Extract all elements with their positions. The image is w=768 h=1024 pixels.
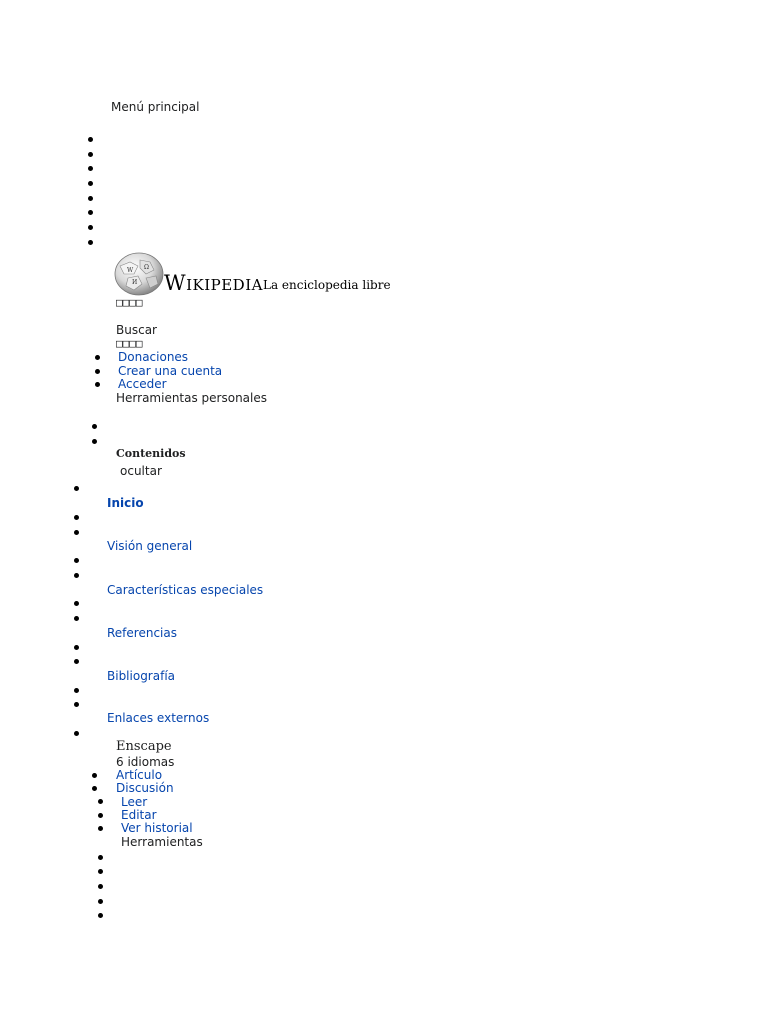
missing-glyphs: □□□□ xyxy=(116,296,143,309)
toc-item-vision-general[interactable]: Visión general xyxy=(107,539,193,553)
main-menu-bullet xyxy=(88,210,93,215)
list-bullet xyxy=(74,486,79,491)
list-bullet xyxy=(74,616,79,621)
list-bullet xyxy=(98,899,103,904)
wikipedia-tagline: La enciclopedia libre xyxy=(262,278,391,292)
tab-editar[interactable]: Editar xyxy=(121,808,157,822)
login-link[interactable]: Acceder xyxy=(118,377,167,391)
list-bullet xyxy=(74,731,79,736)
list-bullet xyxy=(92,439,97,444)
tools-button[interactable] xyxy=(121,835,203,849)
list-bullet xyxy=(74,515,79,520)
tools-label: Herramientas xyxy=(121,835,203,849)
main-menu-bullet xyxy=(88,240,93,245)
main-menu-bullet xyxy=(88,196,93,201)
list-bullet xyxy=(74,645,79,650)
search-missing-glyphs: □□□□ xyxy=(116,337,143,350)
list-bullet xyxy=(95,369,100,374)
svg-text:W: W xyxy=(127,267,134,274)
tab-ver-historial[interactable]: Ver historial xyxy=(121,821,193,835)
list-bullet xyxy=(98,826,103,831)
donate-link[interactable]: Donaciones xyxy=(118,350,189,364)
list-bullet xyxy=(74,688,79,693)
wikipedia-globe-icon xyxy=(114,252,164,296)
main-menu-bullet xyxy=(88,181,93,186)
create-account-link[interactable]: Crear una cuenta xyxy=(118,364,223,378)
personal-tools-button[interactable] xyxy=(116,391,267,405)
list-bullet xyxy=(74,530,79,535)
list-bullet xyxy=(98,855,103,860)
main-menu-bullet xyxy=(88,225,93,230)
svg-text:Ω: Ω xyxy=(144,264,149,271)
list-bullet xyxy=(74,573,79,578)
main-menu-bullet xyxy=(88,137,93,142)
toc-item-caracteristicas[interactable]: Características especiales xyxy=(107,583,264,597)
list-bullet xyxy=(98,884,103,889)
list-bullet xyxy=(74,601,79,606)
wikipedia-wordmark: Wikipedia xyxy=(164,271,263,295)
personal-tools-label: Herramientas personales xyxy=(116,391,268,405)
tab-discusion[interactable]: Discusión xyxy=(116,781,174,795)
list-bullet xyxy=(98,799,103,804)
list-bullet xyxy=(74,659,79,664)
list-bullet xyxy=(98,813,103,818)
main-menu-button[interactable] xyxy=(111,100,200,114)
search-link[interactable] xyxy=(116,323,157,337)
main-menu-label: Menú principal xyxy=(111,100,200,114)
list-bullet xyxy=(95,355,100,360)
toc-item-inicio[interactable]: Inicio xyxy=(107,496,144,510)
toc-hide-button[interactable] xyxy=(120,464,162,478)
list-bullet xyxy=(92,786,97,791)
svg-text:И: И xyxy=(132,279,138,286)
wikipedia-logo-link[interactable] xyxy=(114,250,391,296)
toc-item-enlaces-externos[interactable]: Enlaces externos xyxy=(107,711,210,725)
tab-leer[interactable]: Leer xyxy=(121,795,148,809)
language-count: 6 idiomas xyxy=(116,755,175,769)
list-bullet xyxy=(74,702,79,707)
list-bullet xyxy=(92,424,97,429)
list-bullet xyxy=(74,558,79,563)
main-menu-bullet xyxy=(88,166,93,171)
main-menu-bullet xyxy=(88,152,93,157)
tab-articulo[interactable]: Artículo xyxy=(116,768,163,782)
language-button[interactable] xyxy=(116,755,174,769)
toc-item-bibliografia[interactable]: Bibliografía xyxy=(107,669,176,683)
list-bullet xyxy=(92,773,97,778)
search-label: Buscar xyxy=(116,323,157,337)
page-title: Enscape xyxy=(116,739,172,754)
toc-item-referencias[interactable]: Referencias xyxy=(107,626,177,640)
toc-hide-label: ocultar xyxy=(120,464,162,478)
list-bullet xyxy=(95,382,100,387)
list-bullet xyxy=(98,913,103,918)
list-bullet xyxy=(98,869,103,874)
toc-title: Contenidos xyxy=(116,447,186,460)
